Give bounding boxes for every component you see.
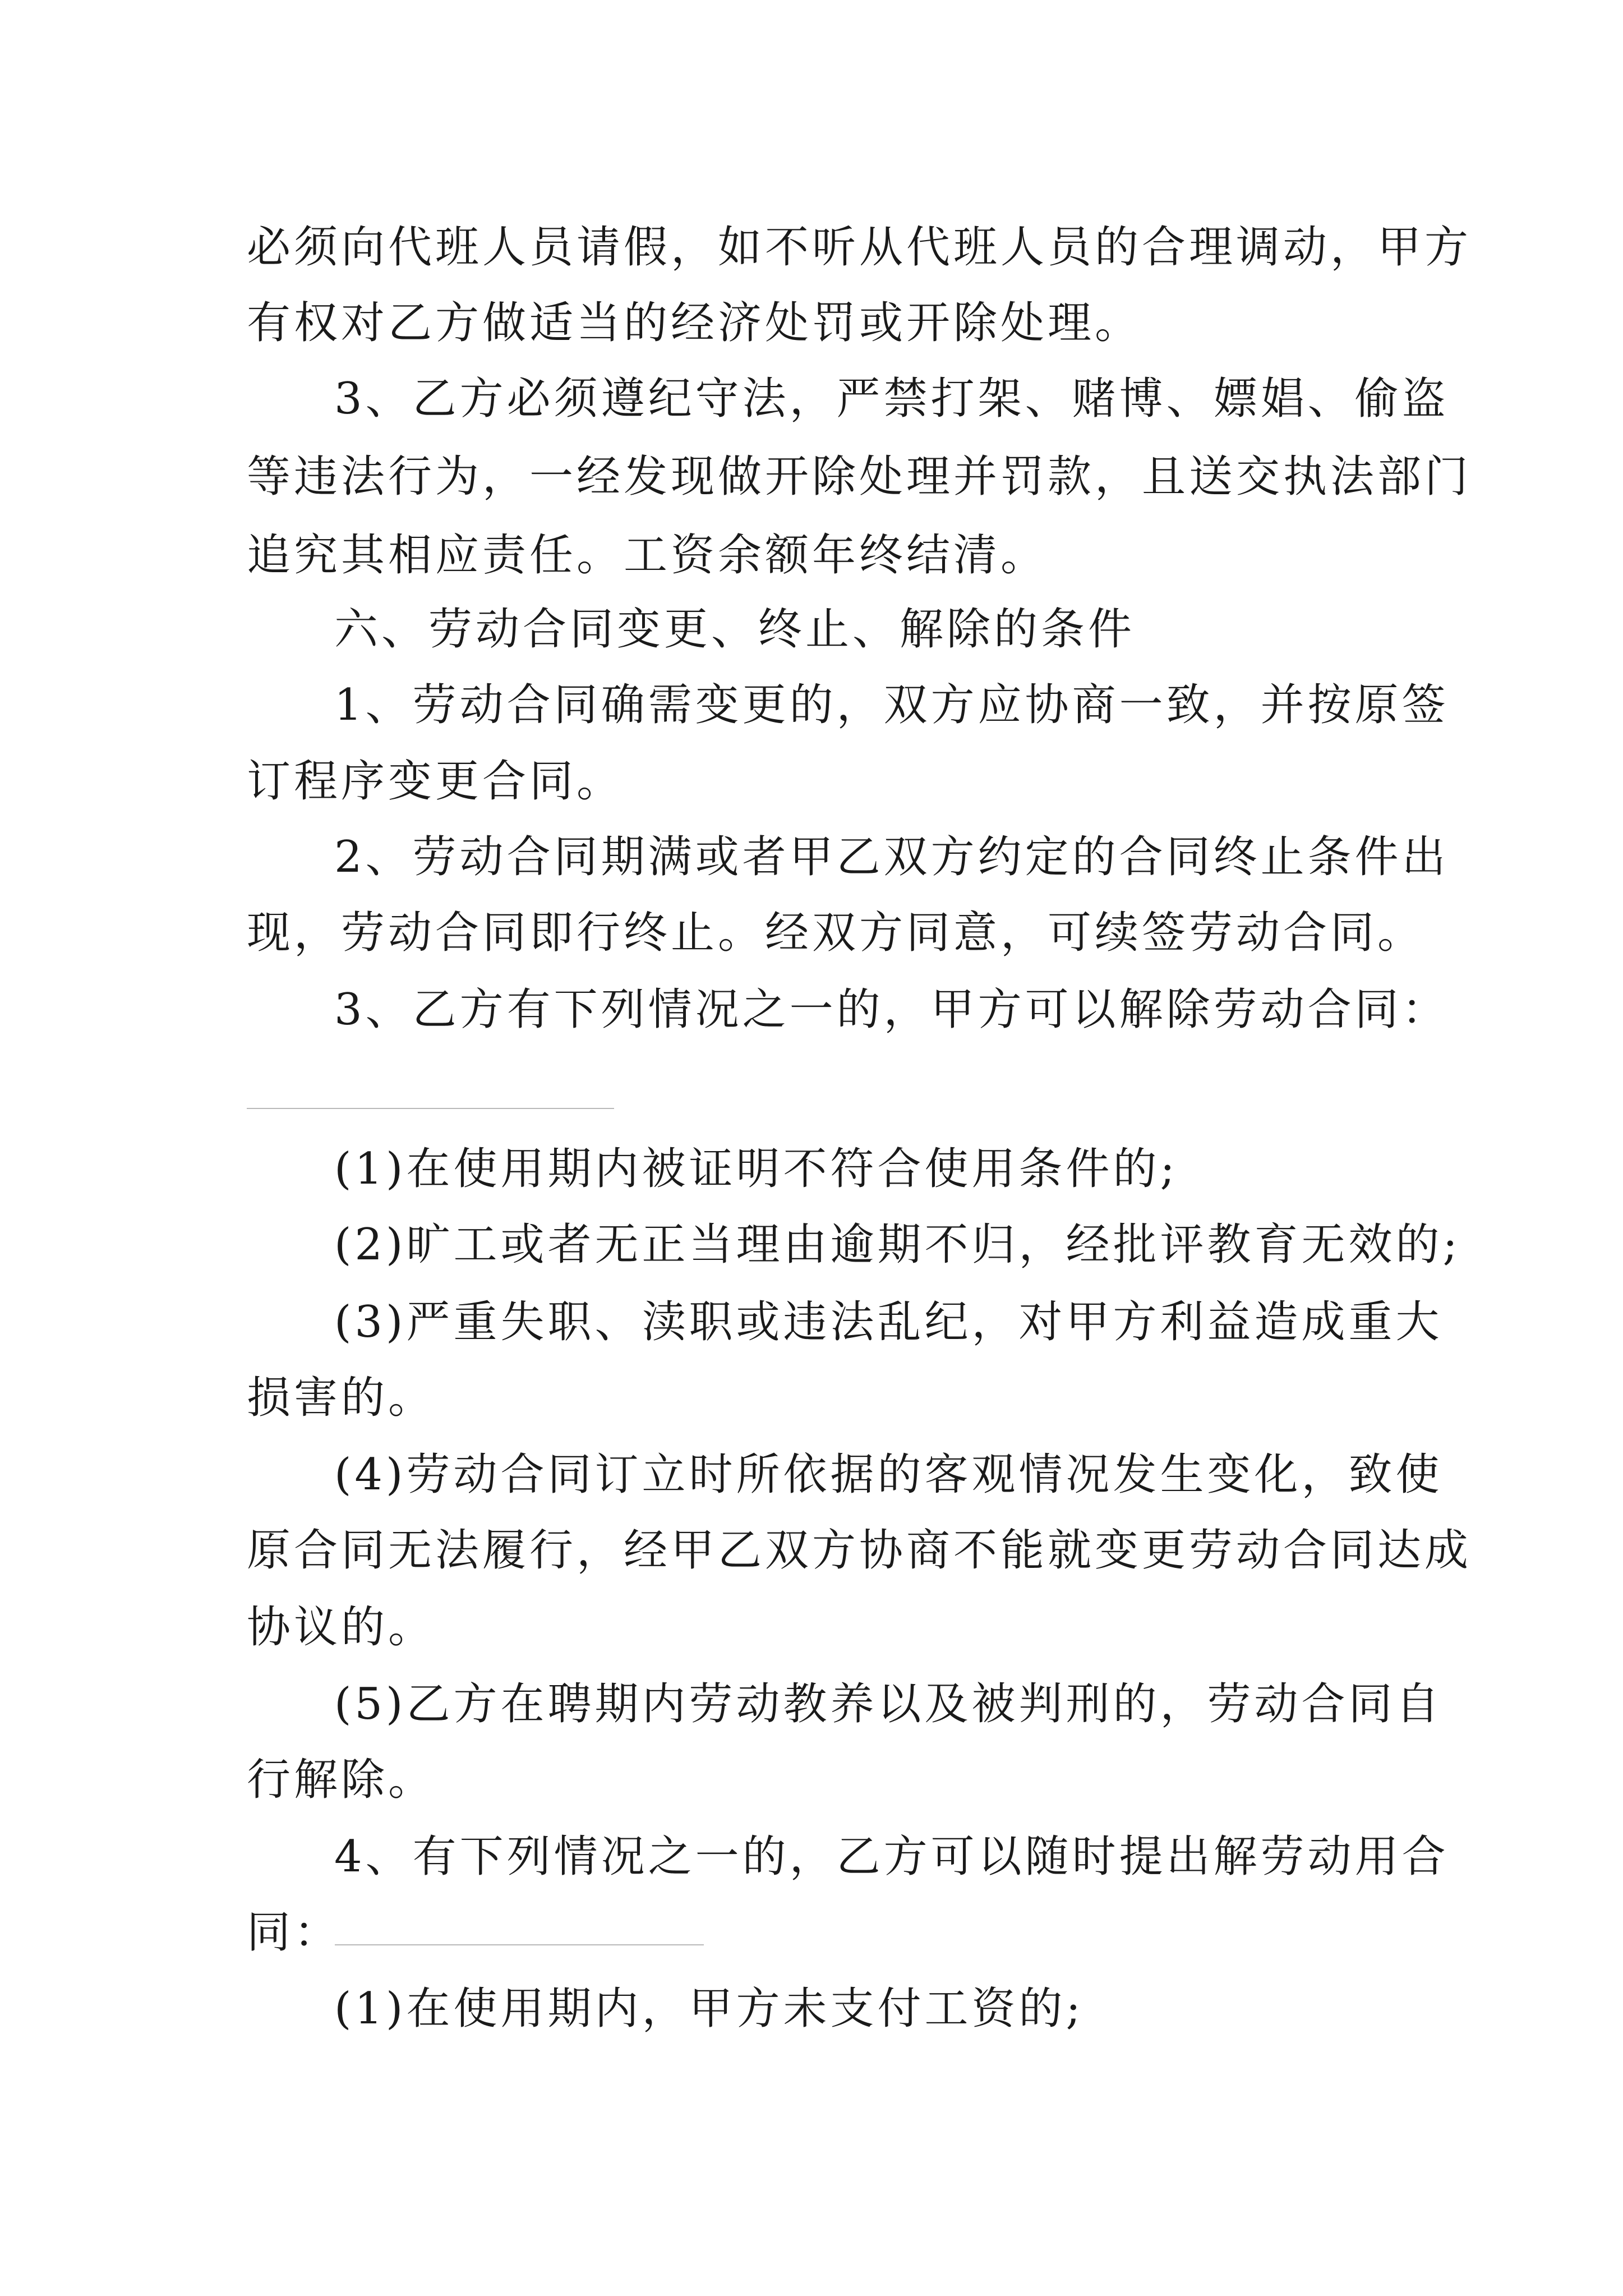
fill-in-blank-line xyxy=(335,1944,704,1945)
text-line: 2、劳动合同期满或者甲乙双方约定的合同终止条件出 xyxy=(334,832,1449,882)
text-line: 追究其相应责任。工资余额年终结清。 xyxy=(247,530,1048,581)
list-item: (5)乙方在聘期内劳动教养以及被判刑的，劳动合同自 xyxy=(334,1679,1443,1729)
text-line: 行解除。 xyxy=(247,1755,436,1805)
text-line: 损害的。 xyxy=(247,1373,436,1423)
text-line: 协议的。 xyxy=(247,1602,436,1653)
text-line: 3、乙方有下列情况之一的，甲方可以解除劳动合同： xyxy=(334,984,1449,1035)
text-line: 3、乙方必须遵纪守法，严禁打架、赌博、嫖娼、偷盗 xyxy=(334,374,1449,424)
separator-rule xyxy=(247,1108,614,1109)
list-item: (4)劳动合同订立时所依据的客观情况发生变化，致使 xyxy=(334,1450,1443,1500)
text-line: 4、有下列情况之一的，乙方可以随时提出解劳动用合 xyxy=(334,1832,1449,1882)
text-line: 有权对乙方做适当的经济处罚或开除处理。 xyxy=(247,298,1142,348)
list-item: (2)旷工或者无正当理由逾期不归，经批评教育无效的; xyxy=(334,1220,1461,1270)
text-line: 1、劳动合同确需变更的，双方应协商一致，并按原签 xyxy=(334,680,1449,730)
section-heading: 六、劳动合同变更、终止、解除的条件 xyxy=(334,604,1136,655)
text-line: 原合同无法履行，经甲乙双方协商不能就变更劳动合同达成 xyxy=(247,1525,1472,1576)
text-line: 同： xyxy=(247,1907,342,1958)
text-line: 订程序变更合同。 xyxy=(247,756,624,807)
list-item: (1)在使用期内被证明不符合使用条件的; xyxy=(334,1144,1178,1194)
list-item: (1)在使用期内，甲方未支付工资的; xyxy=(334,1984,1084,2034)
text-line: 等违法行为，一经发现做开除处理并罚款，且送交执法部门 xyxy=(247,452,1472,502)
list-item: (3)严重失职、渎职或违法乱纪，对甲方利益造成重大 xyxy=(334,1297,1443,1347)
text-line: 必须向代班人员请假，如不听从代班人员的合理调动，甲方 xyxy=(247,222,1472,273)
text-line: 现，劳动合同即行终止。经双方同意，可续签劳动合同。 xyxy=(247,908,1425,958)
